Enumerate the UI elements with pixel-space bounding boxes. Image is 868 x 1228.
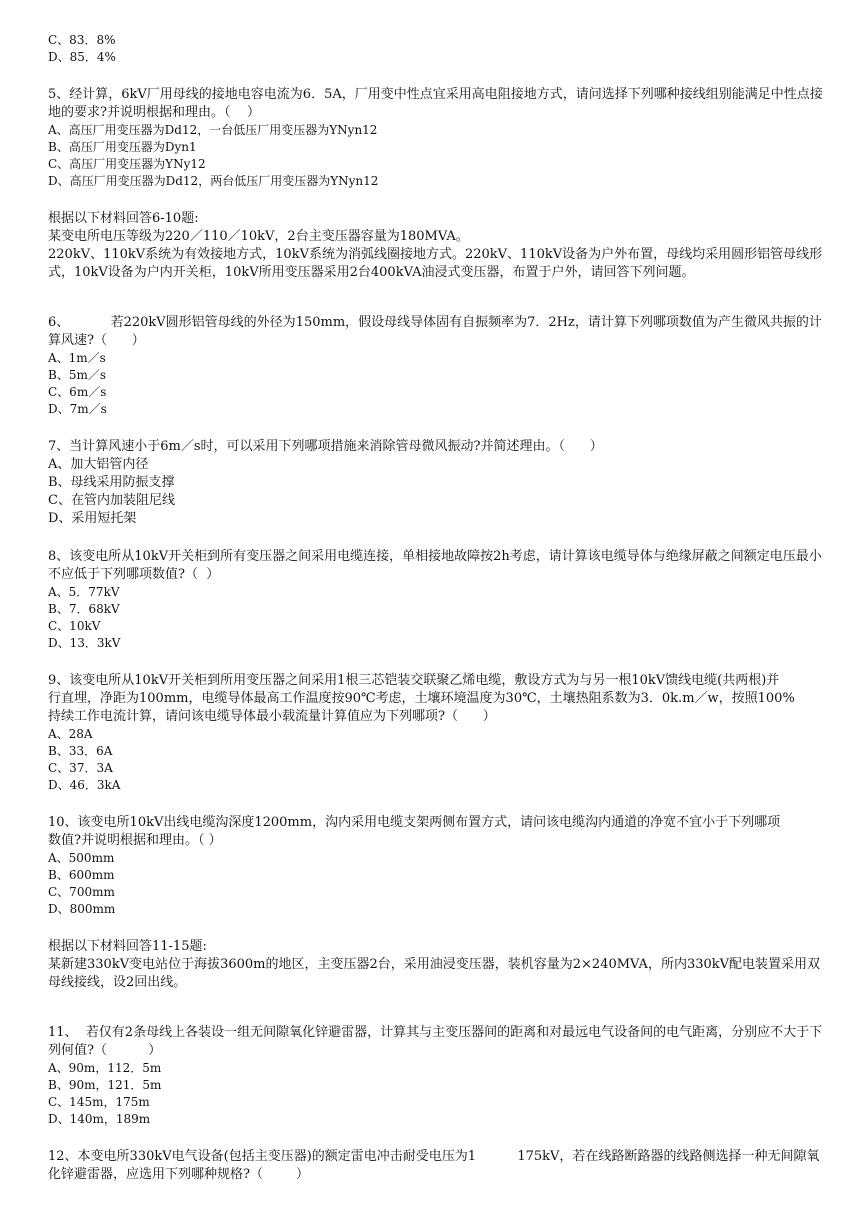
question-stem: 7、当计算风速小于6m／s时，可以采用下列哪项措施来消除管母微风振动?并简述理由。（ ）: [48, 439, 603, 454]
option-d: D、7m／s: [48, 402, 107, 416]
option-c: C、83．8%: [48, 33, 116, 47]
question-stem: 8、该变电所从10kV开关柜到所有变压器之间采用电缆连接，单相接地故障按2h考虑，请计算该电缆导体与绝缘屏蔽之间额定电压最小不应低于下列哪项数值?（ ）: [48, 549, 822, 582]
question-stem: 12、本变电所330kV电气设备(包括主变压器)的额定雷电冲击耐受电压为1 175kV，若在线路断路器的线路侧选择一种无间隙氧化锌避雷器，应选用下列哪种规格?（ ）: [48, 1149, 820, 1182]
option-c: C、700mm: [48, 885, 115, 899]
question-stem: 11、 若仅有2条母线上各装设一组无间隙氧化锌避雷器，计算其与主变压器间的距离和对最远电气设备间的电气距离，分别应不大于下列何值?（ ）: [48, 1025, 823, 1058]
material-line: 某新建330kV变电站位于海拔3600m的地区，主变压器2台，采用油浸变压器，装机容量为2×240MVA，所内330kV配电装置采用双母线接线，设2回出线。: [48, 957, 821, 990]
option-d: D、800mm: [48, 902, 116, 916]
option-b: B、5m／s: [48, 368, 106, 382]
question-12: [48, 1148, 828, 1184]
question-11: [48, 1024, 828, 1128]
option-a: A、500mm: [48, 851, 115, 865]
option-d: D、13．3kV: [48, 636, 121, 650]
option-a: A、加大铝管内径: [48, 457, 149, 472]
option-d: D、46．3kA: [48, 778, 121, 792]
option-b: B、90m，121．5m: [48, 1078, 162, 1092]
option-c: C、37．3A: [48, 761, 113, 775]
top-options: [48, 32, 828, 66]
document-page: [48, 32, 837, 1184]
option-a: A、高压厂用变压器为Dd12，一台低压厂用变压器为YNyn12: [48, 123, 378, 137]
material-line: 某变电所电压等级为220／110／10kV，2台主变压器容量为180MVA。: [48, 229, 469, 244]
material-intro: 根据以下材料回答6-10题:: [48, 211, 199, 226]
material-intro: 根据以下材料回答11-15题:: [48, 939, 207, 954]
option-c: C、10kV: [48, 619, 101, 633]
option-c: C、在管内加装阻尼线: [48, 493, 175, 508]
option-b: B、33．6A: [48, 744, 113, 758]
option-d: D、高压厂用变压器为Dd12，两台低压厂用变压器为YNyn12: [48, 174, 379, 188]
option-c: C、145m，175m: [48, 1095, 150, 1109]
question-10: [48, 814, 828, 918]
question-9: [48, 672, 837, 794]
question-stem: 6、 若220kV圆形铝管母线的外径为150mm，假设母线导体固有自振频率为7．2Hz，请计算下列哪项数值为产生微风共振的计算风速?（ ）: [48, 315, 822, 348]
option-d: D、140m，189m: [48, 1112, 151, 1126]
option-b: B、高压厂用变压器为Dyn1: [48, 140, 197, 154]
option-a: A、28A: [48, 727, 93, 741]
option-b: B、母线采用防振支撑: [48, 475, 175, 490]
question-stem: 9、该变电所从10kV开关柜到所用变压器之间采用1根三芯铠装交联聚乙烯电缆，敷设方式为与另一根10kV馈线电缆(共两根)并 行直埋，净距为100mm，电缆导体最高工作温度按90℃考虑，土壤环境温度为30℃，土壤热阻系数为3．0k.m／w，按照100% 持续工作电流计算，请问该电缆导体最小载流量计算值应为下列哪项?（ ）: [48, 673, 837, 724]
option-d: D、采用短托架: [48, 511, 137, 526]
option-b: B、7．68kV: [48, 602, 120, 616]
question-8: [48, 548, 828, 652]
question-5: [48, 86, 828, 190]
material-line: 220kV、110kV系统为有效接地方式，10kV系统为消弧线圈接地方式。220kV、110kV设备为户外布置，母线均采用圆形铝管母线形式，10kV设备为户内开关柜，10kV所用变压器采用2台400kVA油浸式变压器，布置于户外，请回答下列问题。: [48, 247, 823, 280]
option-a: A、90m，112．5m: [48, 1061, 162, 1075]
question-7: [48, 438, 828, 528]
question-stem: 5、经计算，6kV厂用母线的接地电容电流为6．5A，厂用变中性点宜采用高电阻接地方式，请问选择下列哪种接线组别能满足中性点接地的要求?并说明根据和理由。（ ）: [48, 87, 823, 120]
material-6-10: [48, 210, 828, 282]
option-a: A、1m／s: [48, 351, 106, 365]
option-c: C、6m／s: [48, 385, 107, 399]
option-c: C、高压厂用变压器为YNy12: [48, 157, 206, 171]
question-6: [48, 314, 828, 418]
option-b: B、600mm: [48, 868, 115, 882]
option-d: D、85．4%: [48, 50, 116, 64]
material-11-15: [48, 938, 828, 992]
question-stem: 10、该变电所10kV出线电缆沟深度1200mm，沟内采用电缆支架两侧布置方式，请问该电缆沟内通道的净宽不宜小于下列哪项 数值?并说明根据和理由。（ ）: [48, 815, 818, 848]
option-a: A、5．77kV: [48, 585, 120, 599]
